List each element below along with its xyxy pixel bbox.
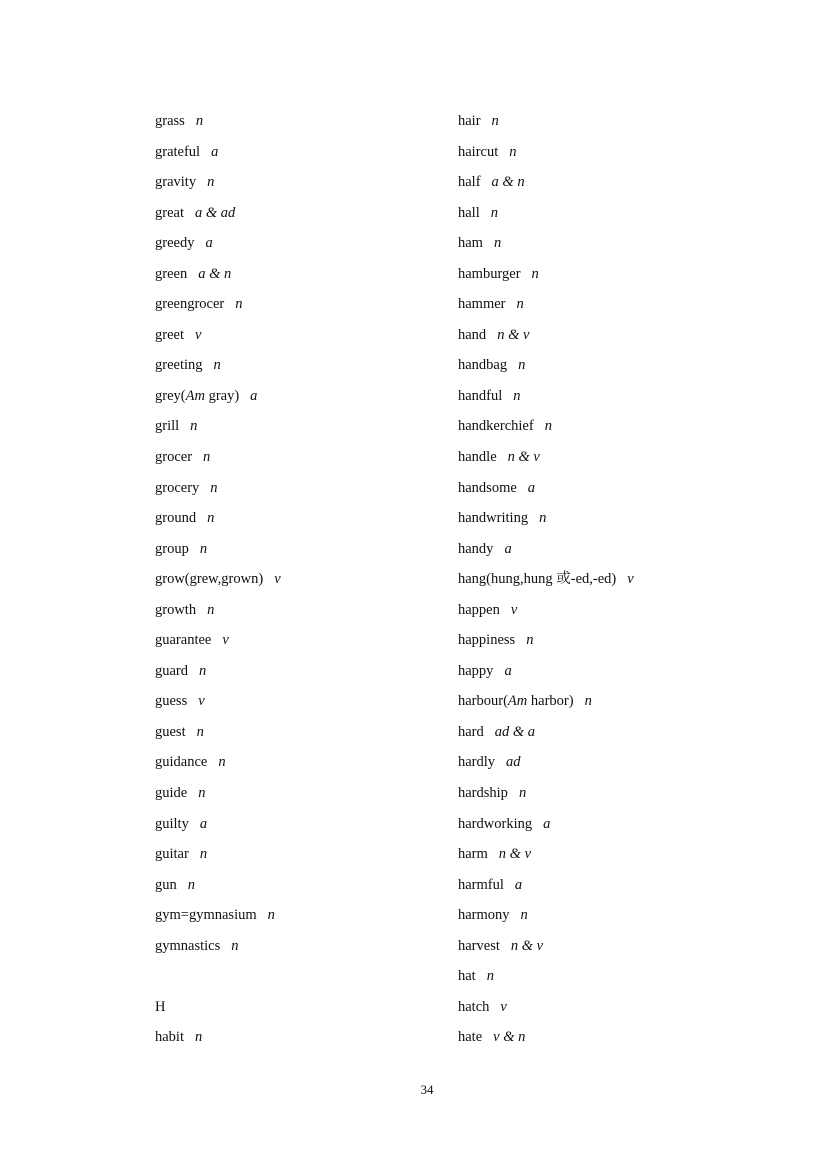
entry-word: happen <box>458 601 500 618</box>
vocab-entry <box>155 473 281 504</box>
pos-tag: a <box>211 143 219 160</box>
entry-word: hard <box>458 723 484 740</box>
entry-word: gymnastics <box>155 937 221 954</box>
vocab-entry <box>155 717 281 748</box>
pos-tag: a <box>514 876 523 893</box>
vocab-entry <box>458 289 634 320</box>
entry-word: happy <box>458 662 494 679</box>
entry-word: green <box>155 265 188 282</box>
entry-word: harvest <box>458 937 500 954</box>
entry-word: handbag <box>458 357 508 374</box>
pos-tag: v <box>627 571 634 588</box>
vocab-entry <box>458 778 634 809</box>
vocab-entry <box>458 350 634 381</box>
vocab-entry <box>458 992 634 1023</box>
blank-line <box>155 961 281 992</box>
entry-word: grass <box>155 113 185 129</box>
entry-word: hand <box>458 326 487 343</box>
word-segment: grey( <box>155 387 186 404</box>
pos-tag: n <box>199 846 208 863</box>
vocab-entry <box>458 534 634 565</box>
vocab-entry <box>458 198 634 229</box>
pos-tag: n <box>195 113 204 129</box>
word-segment-italic: Am <box>185 387 205 404</box>
vocab-entry <box>155 839 281 870</box>
entry-word: harmful <box>458 876 504 893</box>
vocab-column-right <box>458 106 634 1053</box>
vocab-entry <box>458 320 634 351</box>
vocab-entry <box>155 381 281 412</box>
entry-word: growth <box>155 601 197 618</box>
entry-word: H <box>155 998 166 1015</box>
vocab-entry <box>155 656 281 687</box>
vocab-entry <box>155 900 281 931</box>
pos-tag: a <box>504 540 512 557</box>
entry-word: greeting <box>155 357 203 374</box>
pos-tag: n <box>187 876 195 893</box>
pos-tag: n <box>231 937 239 954</box>
vocab-entry <box>458 259 634 290</box>
vocab-entry <box>458 381 634 412</box>
vocab-entry <box>155 137 281 168</box>
pos-tag: a <box>205 235 213 252</box>
vocab-entry <box>155 931 281 962</box>
entry-word: group <box>155 540 189 557</box>
entry-word: handful <box>458 387 503 404</box>
entry-word: guide <box>155 785 188 802</box>
vocab-entry <box>155 289 281 320</box>
pos-tag: n <box>584 693 592 710</box>
pos-tag: n <box>195 1029 203 1046</box>
entry-word: hardworking <box>458 815 533 832</box>
vocab-entry <box>458 870 634 901</box>
pos-tag: ad & a <box>494 723 536 740</box>
vocab-entry <box>458 900 634 931</box>
entry-word: great <box>155 204 184 221</box>
entry-word: guitar <box>155 846 189 863</box>
entry-word: half <box>458 174 481 191</box>
pos-tag: a & ad <box>194 204 236 221</box>
vocab-entry <box>458 137 634 168</box>
word-segment: harbour( <box>458 693 508 710</box>
vocab-entry <box>458 931 634 962</box>
pos-tag: n <box>199 662 207 679</box>
vocab-entry <box>155 534 281 565</box>
pos-tag: n <box>526 632 534 649</box>
entry-word: grow(grew,grown) <box>155 571 264 588</box>
entry-word: handwriting <box>458 510 529 527</box>
pos-tag: a <box>543 815 551 832</box>
pos-tag: v <box>198 693 205 710</box>
entry-word: grateful <box>155 143 201 160</box>
entry-word: handle <box>458 449 497 466</box>
vocab-entry <box>155 778 281 809</box>
pos-tag: n <box>199 540 208 557</box>
entry-word: handy <box>458 540 494 557</box>
vocab-entry <box>458 411 634 442</box>
pos-tag: n <box>491 113 499 129</box>
entry-word: hall <box>458 204 480 221</box>
pos-tag: a & n <box>491 174 525 191</box>
pos-tag: v <box>194 326 202 343</box>
vocab-entry <box>155 106 281 137</box>
vocab-entry <box>155 625 281 656</box>
entry-word: hardship <box>458 785 508 802</box>
vocab-entry <box>458 228 634 259</box>
vocab-entry <box>458 473 634 504</box>
vocab-entry <box>458 503 634 534</box>
entry-word: guard <box>155 662 189 679</box>
entry-word: hair <box>458 113 481 129</box>
entry-word: hardly <box>458 754 496 771</box>
vocab-entry <box>458 564 634 595</box>
entry-word: hate <box>458 1029 483 1046</box>
vocab-entry <box>458 809 634 840</box>
entry-word: haircut <box>458 143 499 160</box>
section-letter <box>155 992 281 1023</box>
pos-tag: v <box>500 998 507 1015</box>
pos-tag: n <box>210 479 218 496</box>
pos-tag: n <box>198 785 206 802</box>
vocab-entry <box>458 106 634 137</box>
vocab-entry <box>458 167 634 198</box>
entry-word: hammer <box>458 296 506 313</box>
vocab-entry <box>458 625 634 656</box>
vocab-entry <box>458 656 634 687</box>
vocab-column-left <box>155 106 281 1053</box>
entry-word <box>155 388 239 404</box>
vocab-entry <box>155 595 281 626</box>
vocab-entry <box>155 747 281 778</box>
entry-word: greengrocer <box>155 296 225 313</box>
entry-word: hat <box>458 968 476 985</box>
page-number: 34 <box>420 1082 434 1097</box>
entry-word: grocery <box>155 479 200 496</box>
entry-word: gravity <box>155 174 197 191</box>
vocab-entry <box>155 167 281 198</box>
pos-tag: n <box>196 723 204 740</box>
entry-word: handsome <box>458 479 517 496</box>
pos-tag: n <box>207 510 215 527</box>
pos-tag: n & v <box>497 326 530 343</box>
vocab-entry <box>155 320 281 351</box>
entry-word: guilty <box>155 815 189 832</box>
vocab-entry <box>155 350 281 381</box>
pos-tag: n <box>509 143 517 160</box>
entry-word: guidance <box>155 754 208 771</box>
vocab-entry <box>155 686 281 717</box>
vocab-entry <box>458 1022 634 1053</box>
entry-word: hang(hung,hung 或-ed,-ed) <box>458 571 617 588</box>
vocab-entry <box>155 870 281 901</box>
entry-word: handkerchief <box>458 418 534 435</box>
pos-tag: n <box>513 387 521 404</box>
word-segment-italic: Am <box>507 693 528 710</box>
pos-tag: n <box>518 357 526 374</box>
entry-word: greet <box>155 326 184 343</box>
word-segment: harbor) <box>527 693 574 710</box>
vocab-entry <box>155 198 281 229</box>
vocab-entry <box>155 564 281 595</box>
pos-tag: a <box>250 387 258 404</box>
vocab-entry <box>155 259 281 290</box>
pos-tag: n <box>190 418 198 435</box>
pos-tag: n <box>267 907 275 924</box>
pos-tag: a <box>504 662 512 679</box>
pos-tag: n <box>490 204 498 221</box>
pos-tag: n <box>213 357 221 374</box>
entry-word: ground <box>155 510 197 527</box>
pos-tag: n & v <box>507 449 540 466</box>
vocab-entry <box>458 686 634 717</box>
pos-tag: v <box>222 632 229 649</box>
vocab-entry <box>155 411 281 442</box>
vocab-entry <box>155 228 281 259</box>
entry-word: habit <box>155 1029 184 1046</box>
entry-word: guarantee <box>155 632 212 649</box>
entry-word: hatch <box>458 998 490 1015</box>
pos-tag: n <box>520 907 528 924</box>
pos-tag: n <box>493 235 502 252</box>
pos-tag: ad <box>506 754 521 771</box>
pos-tag: n <box>531 265 539 282</box>
entry-word: gym=gymnasium <box>155 907 257 924</box>
vocab-entry <box>155 1022 281 1053</box>
vocab-entry <box>458 839 634 870</box>
pos-tag: v <box>274 571 281 588</box>
pos-tag: v & n <box>493 1029 526 1046</box>
pos-tag: n <box>218 754 226 771</box>
entry-word: harmony <box>458 907 510 924</box>
pos-tag: a & n <box>198 265 232 282</box>
pos-tag: n <box>486 968 494 985</box>
entry-word: happiness <box>458 632 516 649</box>
page-footer <box>0 1081 826 1099</box>
entry-word: grill <box>155 418 180 435</box>
entry-word: guess <box>155 693 188 710</box>
pos-tag: n & v <box>510 937 544 954</box>
pos-tag: n <box>518 785 527 802</box>
vocab-entry <box>458 442 634 473</box>
entry-word <box>458 693 574 709</box>
pos-tag: v <box>510 601 518 618</box>
vocab-entry <box>458 717 634 748</box>
vocab-entry <box>458 595 634 626</box>
entry-word: greedy <box>155 235 195 252</box>
entry-word: grocer <box>155 449 193 466</box>
pos-tag: n <box>544 418 552 435</box>
entry-word: hamburger <box>458 265 521 282</box>
pos-tag: a <box>199 815 208 832</box>
vocab-entry <box>458 961 634 992</box>
pos-tag: a <box>527 479 536 496</box>
entry-word: harm <box>458 846 488 863</box>
pos-tag: n <box>539 510 547 527</box>
entry-word: gun <box>155 876 177 893</box>
vocab-entry <box>155 442 281 473</box>
pos-tag: n <box>235 296 243 313</box>
word-segment: gray) <box>204 387 240 404</box>
pos-tag: n <box>516 296 524 313</box>
pos-tag: n <box>207 601 215 618</box>
entry-word: ham <box>458 235 483 252</box>
vocab-entry <box>155 503 281 534</box>
entry-word: guest <box>155 723 186 740</box>
vocab-entry <box>458 747 634 778</box>
pos-tag: n <box>203 449 211 466</box>
pos-tag: n & v <box>498 846 532 863</box>
vocab-entry <box>155 809 281 840</box>
pos-tag: n <box>207 174 215 191</box>
